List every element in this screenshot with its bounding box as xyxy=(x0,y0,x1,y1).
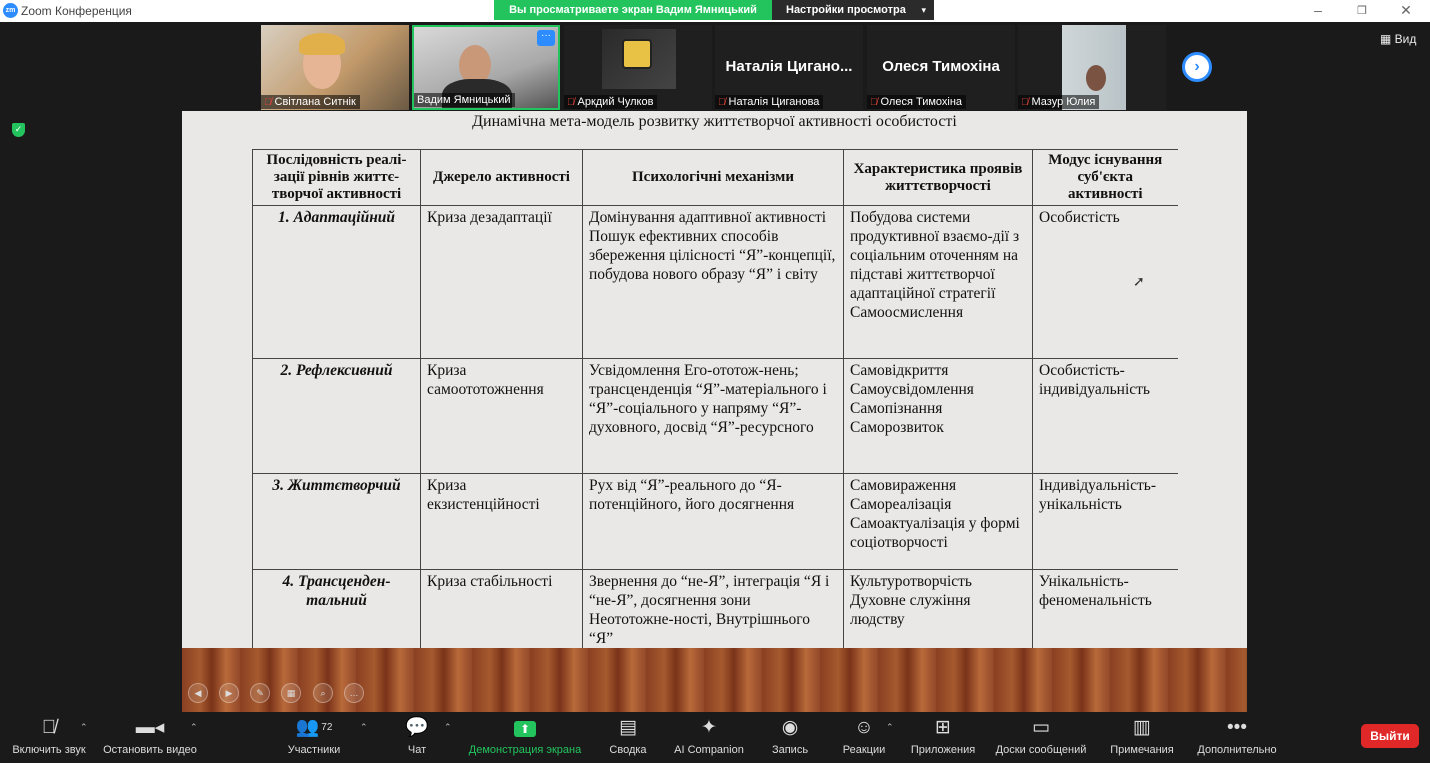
participant-name: Мазур Юлия xyxy=(1031,96,1096,108)
participants-count: 72 xyxy=(321,722,333,733)
more-button[interactable] xyxy=(1193,712,1281,763)
video-camera-icon: ▬◂ xyxy=(135,717,165,738)
encryption-shield-icon[interactable]: ✓ xyxy=(12,123,25,137)
reactions-options-caret-icon[interactable]: ⌃ xyxy=(886,722,894,732)
slide-floor-decoration xyxy=(182,648,1247,712)
table-cell-mechanisms: Рух від “Я”-реального до “Я-потенційного, його досягнення xyxy=(583,474,844,570)
apps-icon: ⊞ xyxy=(935,717,951,738)
leave-meeting-button[interactable]: Выйти xyxy=(1361,724,1419,748)
table-cell-manifestations: Побудова системи продуктивної взаємо-дії з соціальним оточенням на підставі життєтворчої адаптаційної стратегії Самоосмислення xyxy=(844,206,1033,359)
more-dots-icon: ••• xyxy=(1227,717,1247,738)
view-options-dropdown[interactable] xyxy=(772,0,934,20)
table-cell-manifestations: Самовідкриття Самоусвідомлення Самопізнання Саморозвиток xyxy=(844,359,1033,474)
app-title: Zoom Конференция xyxy=(21,4,132,18)
table-header: Джерело активності xyxy=(421,150,583,206)
audio-options-caret-icon[interactable]: ⌃ xyxy=(80,722,88,732)
unmute-button[interactable] xyxy=(8,712,90,763)
muted-mic-icon: 🎙̸ xyxy=(41,717,57,738)
zoom-slide-icon[interactable]: ⌕ xyxy=(313,683,333,703)
table-cell-mechanisms: Домінування адаптивної активності Пошук ефективних способів збереження цілісності “Я”-концепції, побудова нового образу “Я” і світу xyxy=(583,206,844,359)
participant-tile[interactable] xyxy=(1018,25,1166,110)
share-screen-button[interactable] xyxy=(465,712,585,763)
participant-name: Наталія Циганова xyxy=(728,96,820,108)
slide-title: Динамічна мета-модель розвитку життєтворчої активності особистості xyxy=(472,113,957,130)
table-cell-source: Криза екзистенційності xyxy=(421,474,583,570)
table-cell-source: Криза самоототожнення xyxy=(421,359,583,474)
chevron-down-icon: ▾ xyxy=(921,5,926,15)
muted-mic-icon: 🎙̸ xyxy=(870,97,878,108)
chat-label: Чат xyxy=(407,744,427,756)
video-options-caret-icon[interactable]: ⌃ xyxy=(190,722,198,732)
table-cell-source: Криза дезадаптації xyxy=(421,206,583,359)
muted-mic-icon: 🎙̸ xyxy=(264,97,272,108)
whiteboards-button[interactable] xyxy=(991,712,1091,763)
record-icon: ◉ xyxy=(781,717,799,738)
view-button[interactable] xyxy=(1380,32,1416,46)
smiley-icon: ☺ xyxy=(854,717,874,738)
participants-options-caret-icon[interactable]: ⌃ xyxy=(360,722,368,732)
play-slide-icon[interactable]: ▶ xyxy=(219,683,239,703)
minimize-icon[interactable]: – xyxy=(1314,2,1322,18)
slide-more-icon[interactable]: … xyxy=(344,683,364,703)
share-screen-label: Демонстрация экрана xyxy=(468,744,582,756)
participant-name: Аркдий Чулков xyxy=(577,96,654,108)
share-screen-icon: ⬆ xyxy=(514,721,536,737)
table-cell-mode: Індивідуальність-унікальність xyxy=(1033,474,1178,570)
shared-screen-slide xyxy=(182,111,1247,648)
chat-options-caret-icon[interactable]: ⌃ xyxy=(444,722,452,732)
more-label: Дополнительно xyxy=(1197,744,1277,756)
table-header: Модус існування суб'єкта активності xyxy=(1033,150,1178,206)
table-cell-source: Криза стабільності xyxy=(421,570,583,651)
chat-button[interactable] xyxy=(400,712,434,763)
participant-name: Вадим Ямницький xyxy=(417,94,511,106)
sparkle-icon: ✦ xyxy=(701,717,717,738)
whiteboard-icon: ▭ xyxy=(1032,717,1050,738)
notes-label: Примечания xyxy=(1110,744,1174,756)
ai-companion-label: AI Companion xyxy=(674,744,744,756)
participants-label: Участники xyxy=(287,744,341,756)
summary-icon: ▤ xyxy=(619,717,637,738)
participant-display-name: Наталія Цигано... xyxy=(725,58,853,75)
view-options-label: Настройки просмотра xyxy=(786,4,906,16)
participant-tile-active-speaker[interactable] xyxy=(412,25,560,110)
grid-icon: ▦ xyxy=(1380,32,1395,46)
table-cell-mechanisms: Усвідомлення Его-ототож-нень; трансценденція “Я”-матеріального і “Я”-соціального у напряму “Я”-духовного, досвід “Я”-ресурсного xyxy=(583,359,844,474)
zoom-logo-icon: zm xyxy=(3,3,18,18)
table-cell-stage: 4. Трансценден-тальний xyxy=(253,570,421,651)
table-cell-manifestations: Самовираження Самореалізація Самоактуалізація у формі соціотворчості xyxy=(844,474,1033,570)
participants-icon: 👥 $^{72}$ xyxy=(295,717,333,738)
meta-model-table xyxy=(252,149,1178,651)
table-cell-mode: Унікальність-феноменальність xyxy=(1033,570,1178,651)
table-cell-mechanisms: Звернення до “не-Я”, інтеграція “Я і “не-Я”, досягнення зони Неототожне-ності, Внутрішнього “Я” xyxy=(583,570,844,651)
chevron-right-icon: › xyxy=(1194,58,1200,75)
screen-share-banner: Вы просматриваете экран Вадим Ямницький xyxy=(494,0,772,20)
view-label: Вид xyxy=(1394,32,1417,46)
muted-mic-icon: 🎙̸ xyxy=(1021,97,1029,108)
table-cell-stage: 2. Рефлексивний xyxy=(253,359,421,474)
table-cell-mode: Особистість-індивідуальність xyxy=(1033,359,1178,474)
table-cell-stage: 1. Адаптаційний xyxy=(253,206,421,359)
table-cell-manifestations: Культуротворчість Духовне служіння людству xyxy=(844,570,1033,651)
next-participants-button[interactable] xyxy=(1182,52,1212,82)
stop-video-label: Остановить видео xyxy=(103,744,197,756)
summary-button[interactable] xyxy=(605,712,651,763)
notes-icon: ▥ xyxy=(1133,717,1151,738)
record-label: Запись xyxy=(771,744,809,756)
reactions-label: Реакции xyxy=(842,744,886,756)
muted-mic-icon: 🎙̸ xyxy=(567,97,575,108)
participants-button[interactable] xyxy=(284,712,344,763)
close-icon[interactable]: ✕ xyxy=(1400,2,1412,18)
table-cell-mode: Особистість xyxy=(1033,206,1178,359)
participant-tile[interactable] xyxy=(261,25,409,110)
ai-companion-button[interactable] xyxy=(670,712,748,763)
chat-icon: 💬 xyxy=(405,717,429,738)
participant-tile[interactable] xyxy=(715,25,863,110)
pen-icon[interactable]: ✎ xyxy=(250,683,270,703)
participant-name: Олеся Тимохіна xyxy=(880,96,963,108)
slides-grid-icon[interactable]: ▦ xyxy=(281,683,301,703)
table-header: Послідовність реалі-зації рівнів життє-творчої активності xyxy=(253,150,421,206)
summary-label: Сводка xyxy=(609,744,647,756)
participant-name: Світлана Ситнік xyxy=(274,96,356,108)
unmute-label: Включить звук xyxy=(12,744,86,756)
muted-mic-icon: 🎙̸ xyxy=(718,97,726,108)
table-header: Психологічні механізми xyxy=(583,150,844,206)
restore-icon[interactable]: ❐ xyxy=(1357,5,1367,17)
record-button[interactable] xyxy=(767,712,813,763)
mouse-cursor-icon: ➚ xyxy=(1133,275,1145,290)
table-header: Характеристика проявів життєтворчості xyxy=(844,150,1033,206)
more-options-icon[interactable]: ··· xyxy=(537,30,555,46)
notes-button[interactable] xyxy=(1106,712,1178,763)
participant-tile[interactable] xyxy=(564,25,712,110)
participant-tile[interactable] xyxy=(867,25,1015,110)
stop-video-button[interactable] xyxy=(101,712,199,763)
whiteboards-label: Доски сообщений xyxy=(995,744,1087,756)
table-cell-stage: 3. Життєтворчий xyxy=(253,474,421,570)
prev-slide-icon[interactable]: ◀ xyxy=(188,683,208,703)
apps-button[interactable] xyxy=(907,712,979,763)
meeting-toolbar xyxy=(0,712,1430,763)
reactions-button[interactable] xyxy=(838,712,890,763)
title-bar xyxy=(0,0,1430,22)
participant-video xyxy=(1086,65,1106,91)
participant-display-name: Олеся Тимохіна xyxy=(882,58,1000,75)
apps-label: Приложения xyxy=(910,744,976,756)
